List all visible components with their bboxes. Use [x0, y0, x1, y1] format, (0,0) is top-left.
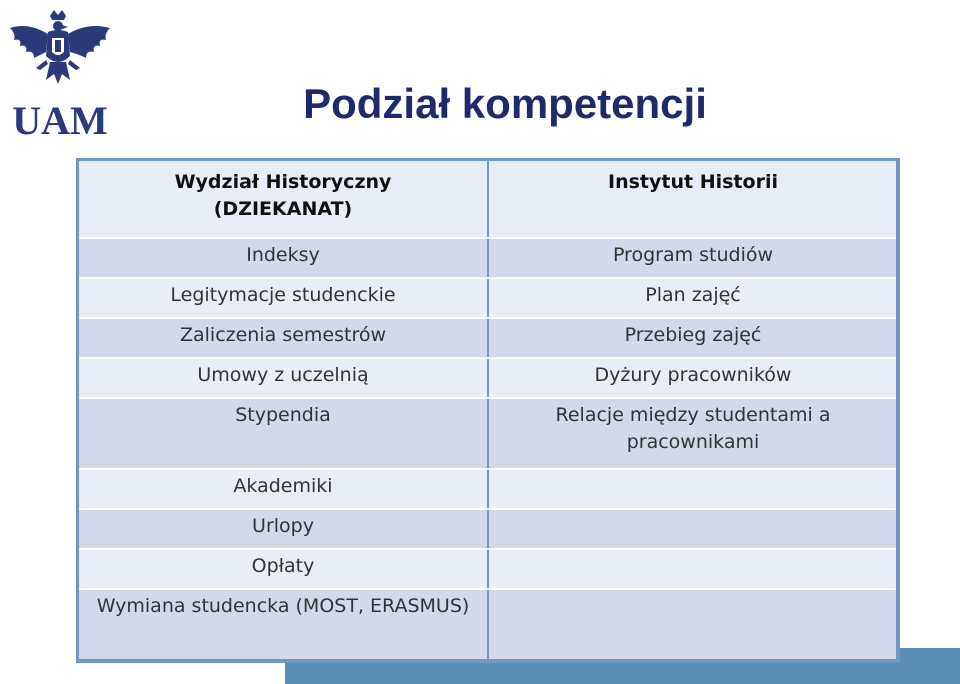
eagle-crest-icon [6, 8, 114, 140]
table-row [78, 318, 898, 358]
table-row [78, 469, 898, 509]
faculty-header-line1: Wydział Historyczny [174, 171, 392, 193]
faculty-cell: Urlopy [78, 509, 488, 549]
institute-cell: Program studiów [488, 238, 898, 278]
institute-cell [488, 589, 898, 661]
faculty-cell: Umowy z uczelnią [78, 358, 488, 398]
faculty-cell: Legitymacje studenckie [78, 278, 488, 318]
faculty-cell: Indeksy [78, 238, 488, 278]
faculty-cell: Opłaty [78, 549, 488, 589]
faculty-cell: Stypendia [78, 398, 488, 469]
institute-cell [488, 509, 898, 549]
faculty-header [78, 160, 488, 238]
table-row [78, 278, 898, 318]
faculty-cell: Zaliczenia semestrów [78, 318, 488, 358]
page-title: Podział kompetencji [303, 80, 707, 127]
competence-table [77, 159, 899, 662]
institute-cell [488, 469, 898, 509]
table-row [78, 589, 898, 661]
institute-cell [488, 549, 898, 589]
table-header-row [78, 160, 898, 238]
faculty-header-line2: (DZIEKANAT) [213, 198, 353, 220]
table-row [78, 509, 898, 549]
svg-text:UAM: UAM [12, 98, 108, 140]
institute-cell: Plan zajęć [488, 278, 898, 318]
table-row [78, 549, 898, 589]
institute-cell: Relacje między studentami a pracownikami [488, 398, 898, 469]
table-row [78, 358, 898, 398]
table-row [78, 398, 898, 469]
institute-cell: Dyżury pracowników [488, 358, 898, 398]
faculty-cell: Akademiki [78, 469, 488, 509]
faculty-cell: Wymiana studencka (MOST, ERASMUS) [78, 589, 488, 661]
uam-logo [6, 8, 114, 140]
institute-cell: Przebieg zajęć [488, 318, 898, 358]
table-row [78, 238, 898, 278]
institute-header: Instytut Historii [488, 160, 898, 238]
